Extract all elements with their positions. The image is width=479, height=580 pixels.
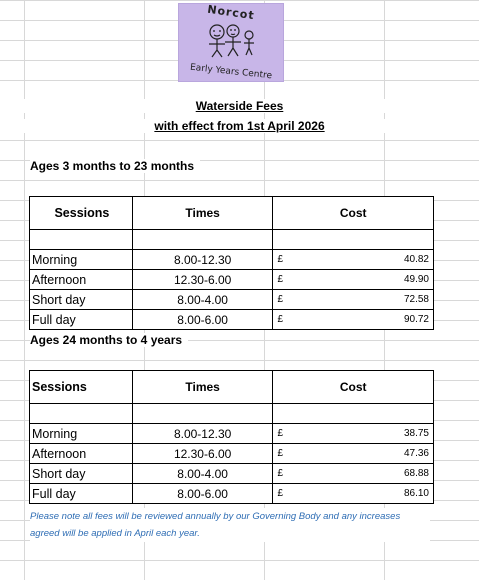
time-cell: 12.30-6.00 — [132, 444, 273, 464]
header-cost: Cost — [273, 197, 434, 230]
time-cell: 8.00-6.00 — [132, 484, 273, 504]
page-title: Waterside Fees — [0, 99, 479, 113]
table-header-row — [30, 197, 434, 230]
header-times: Times — [132, 371, 273, 404]
session-cell: Full day — [30, 310, 133, 330]
session-cell: Afternoon — [30, 444, 133, 464]
group1-heading: Ages 3 months to 23 months — [30, 159, 200, 173]
session-cell: Morning — [30, 424, 133, 444]
cost-value: 40.82 — [403, 254, 429, 265]
header-sessions: Sessions — [30, 371, 133, 404]
table-row — [30, 484, 434, 504]
time-cell: 8.00-12.30 — [132, 250, 273, 270]
table-header-row — [30, 371, 434, 404]
logo — [178, 3, 284, 82]
table-row — [30, 250, 434, 270]
cost-value: 49.90 — [403, 274, 429, 285]
currency-symbol: £ — [277, 428, 283, 439]
currency-symbol: £ — [277, 468, 283, 479]
fees-review-note: Please note all fees will be reviewed annually by our Governing Body and any increases agreed will be applied in April each year. — [30, 508, 430, 542]
logo-subtitle: Early Years Centre — [189, 62, 273, 82]
table-row — [30, 424, 434, 444]
session-cell: Short day — [30, 464, 133, 484]
currency-symbol: £ — [277, 314, 283, 325]
cost-value: 68.88 — [403, 468, 429, 479]
table-row — [30, 444, 434, 464]
cost-value: 90.72 — [403, 314, 429, 325]
fees-table-group2 — [29, 370, 434, 504]
time-cell: 8.00-4.00 — [132, 464, 273, 484]
cost-value: 38.75 — [403, 428, 429, 439]
session-cell: Short day — [30, 290, 133, 310]
header-cost: Cost — [273, 371, 434, 404]
cost-value: 47.36 — [403, 448, 429, 459]
table-row — [30, 464, 434, 484]
fees-table-group1 — [29, 196, 434, 330]
session-cell: Afternoon — [30, 270, 133, 290]
header-sessions: Sessions — [30, 197, 133, 230]
spacer-row — [30, 230, 434, 250]
currency-symbol: £ — [277, 294, 283, 305]
time-cell: 8.00-6.00 — [132, 310, 273, 330]
logo-name: Norcot — [206, 2, 256, 23]
currency-symbol: £ — [277, 274, 283, 285]
time-cell: 12.30-6.00 — [132, 270, 273, 290]
session-cell: Full day — [30, 484, 133, 504]
effective-date: with effect from 1st April 2026 — [0, 119, 479, 133]
cost-value: 86.10 — [403, 488, 429, 499]
table-row — [30, 270, 434, 290]
group2-heading: Ages 24 months to 4 years — [30, 333, 188, 347]
children-drawing-icon — [197, 22, 267, 58]
spacer-row — [30, 404, 434, 424]
table-row — [30, 290, 434, 310]
session-cell: Morning — [30, 250, 133, 270]
time-cell: 8.00-12.30 — [132, 424, 273, 444]
currency-symbol: £ — [277, 488, 283, 499]
table-row — [30, 310, 434, 330]
header-times: Times — [132, 197, 273, 230]
currency-symbol: £ — [277, 448, 283, 459]
cost-value: 72.58 — [403, 294, 429, 305]
time-cell: 8.00-4.00 — [132, 290, 273, 310]
currency-symbol: £ — [277, 254, 283, 265]
